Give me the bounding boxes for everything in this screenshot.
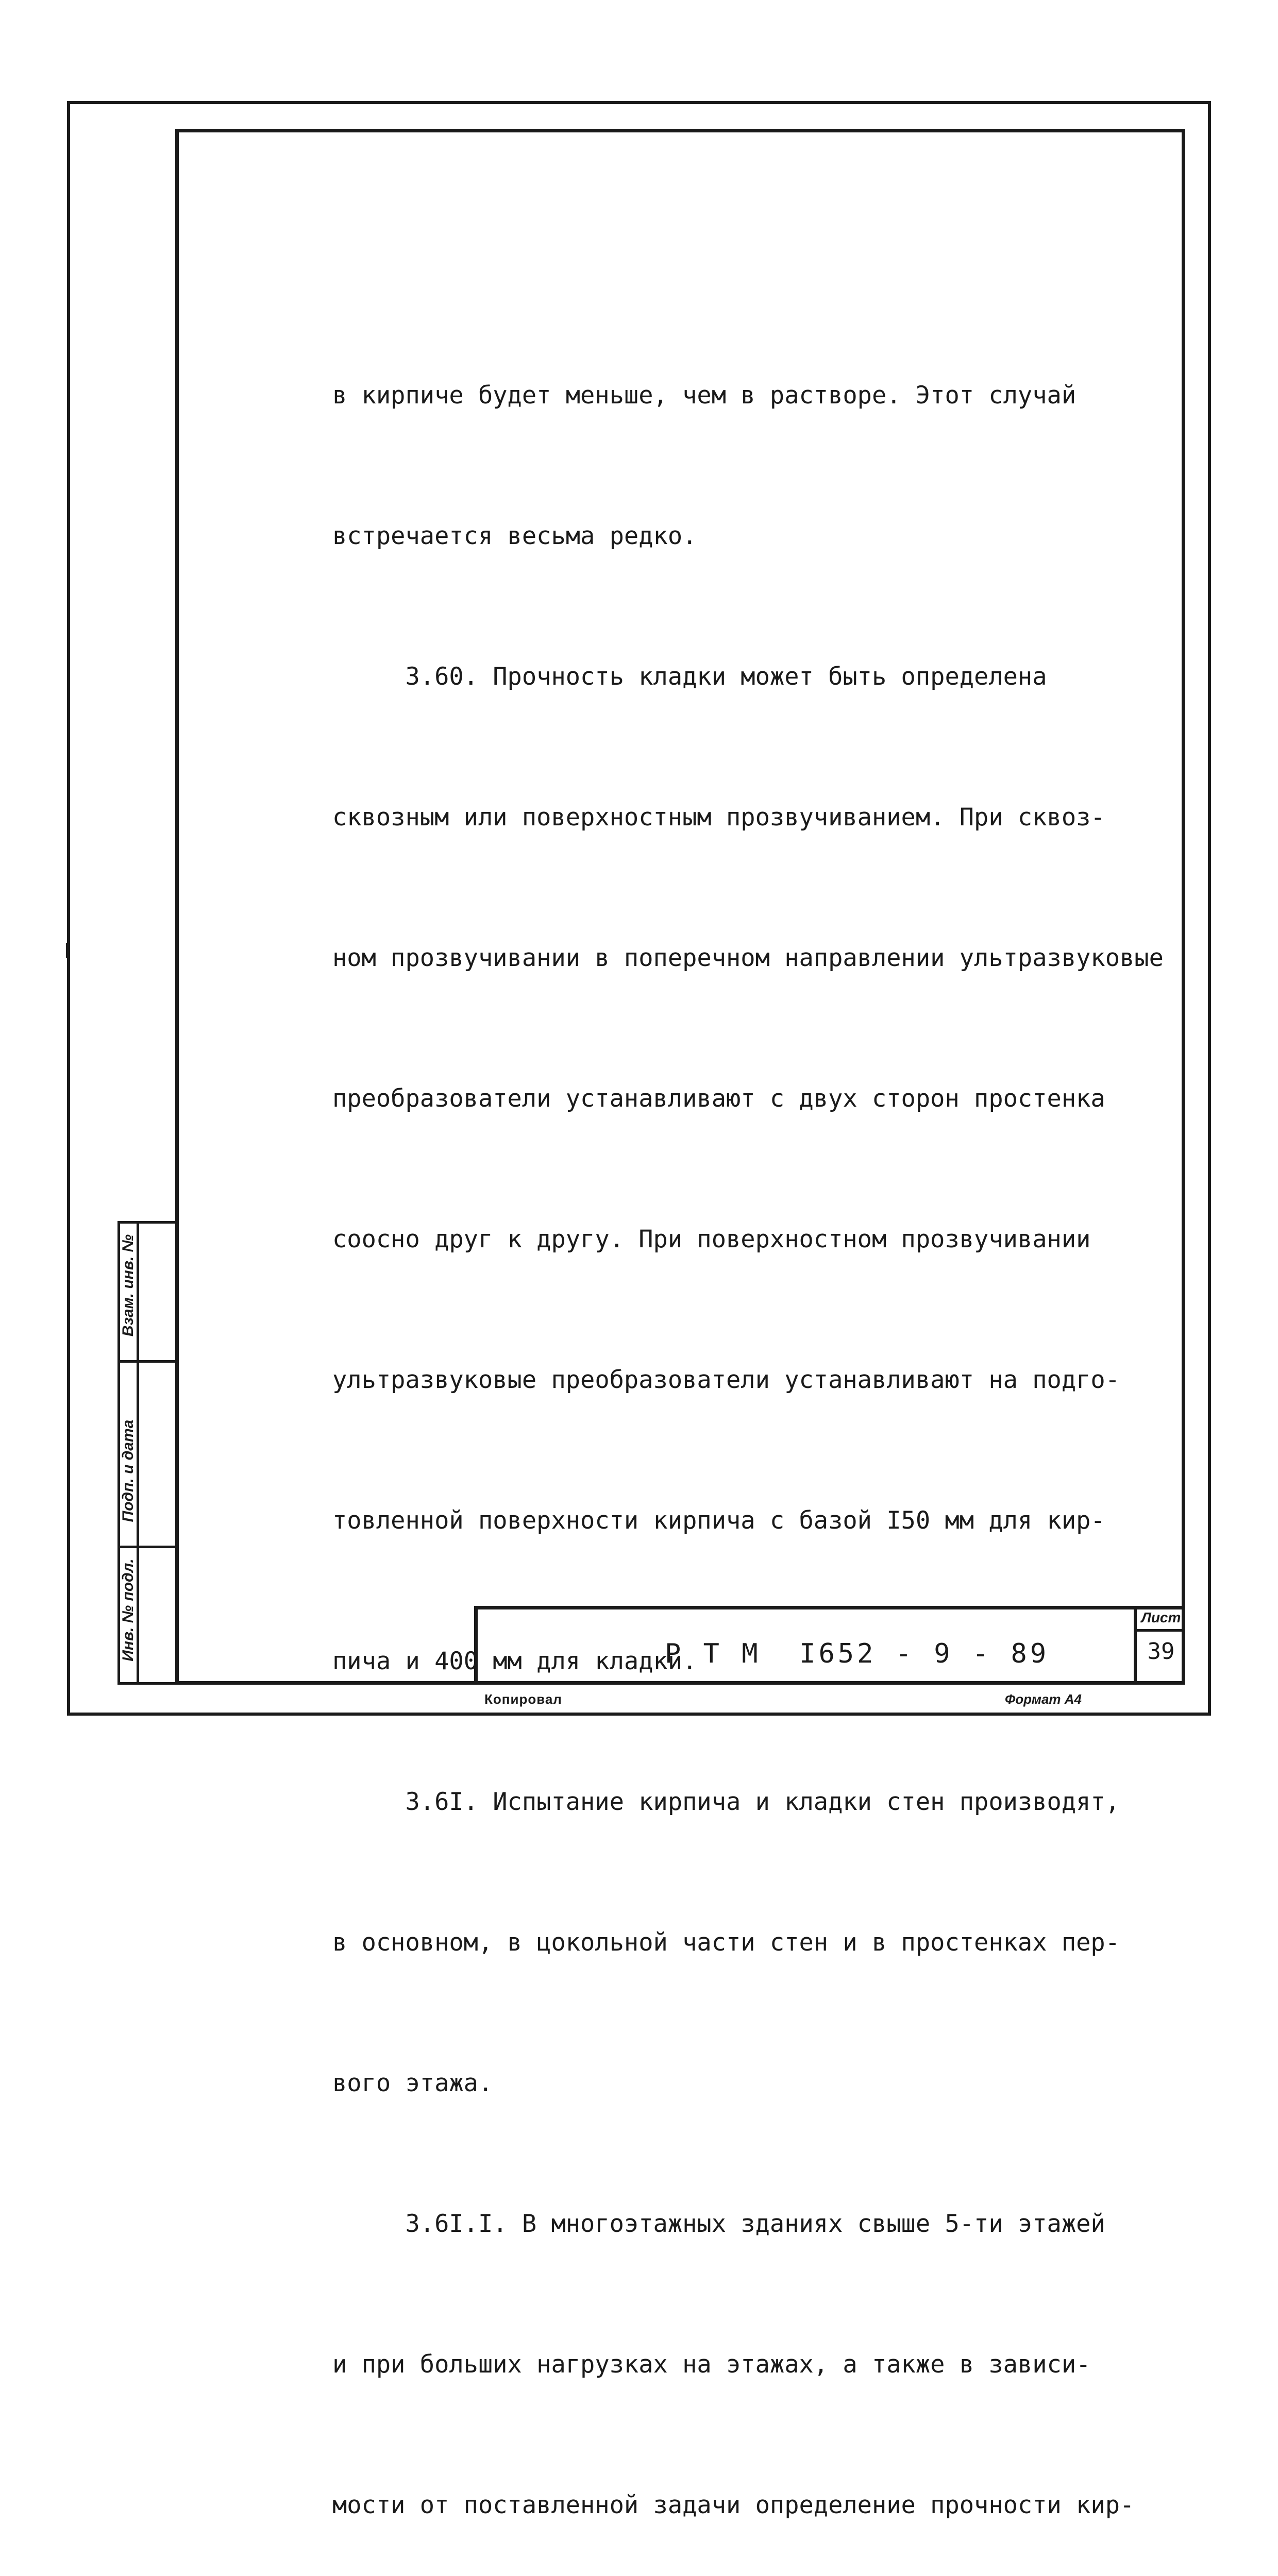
- text-line: сквозным или поверхностным прозвучиванием. При сквоз-: [332, 803, 1105, 832]
- text-line: и при больших нагрузках на этажах, а также в зависи-: [332, 2350, 1091, 2379]
- text-line: соосно друг к другу. При поверхностном прозвучивании: [332, 1225, 1091, 1253]
- text-line: в кирпиче будет меньше, чем в растворе. Этот случай: [332, 381, 1077, 410]
- text-line: 3.6I.I. В многоэтажных зданиях свыше 5-ти этажей: [332, 2210, 1105, 2238]
- footer-format-label: Формат А4: [1005, 1691, 1082, 1707]
- sheet-number: 39: [1147, 1638, 1175, 1665]
- text-line: 3.6I. Испытание кирпича и кладки стен производят,: [332, 1788, 1120, 1816]
- text-line: вого этажа.: [332, 2069, 493, 2097]
- text-line: пича и 400 мм для кладки.: [332, 1647, 697, 1675]
- text-line: 3.60. Прочность кладки может быть определена: [332, 663, 1047, 691]
- text-line: в основном, в цокольной части стен и в простенках пер-: [332, 1928, 1120, 1957]
- text-line: ультразвуковые преобразователи устанавливают на подго-: [332, 1366, 1120, 1394]
- text-line: мости от поставленной задачи определение прочности кир-: [332, 2491, 1135, 2519]
- text-line: товленной поверхности кирпича с базой I50 мм для кир-: [332, 1506, 1105, 1535]
- sheet-divider: [1134, 1629, 1185, 1632]
- text-line: преобразователи устанавливают с двух сторон простенка: [332, 1084, 1105, 1113]
- stamp-divider: [117, 1360, 178, 1363]
- stamp-podp-data-label: Подп. и дата: [120, 1419, 137, 1522]
- stamp-value-column: [139, 1221, 178, 1685]
- sheet-label: Лист: [1141, 1609, 1181, 1625]
- stamp-inv-podl-label: Инв. № подл.: [120, 1558, 137, 1662]
- text-line: ном прозвучивании в поперечном направлении ультразвуковые: [332, 944, 1164, 972]
- left-stamp-strip: [117, 1221, 178, 1685]
- footer-copied-label: Копировал: [484, 1691, 562, 1707]
- document-code: Р Т М I652 - 9 - 89: [665, 1638, 1050, 1669]
- body-text: [332, 278, 1167, 2576]
- margin-mark: [66, 943, 69, 958]
- text-line: встречается весьма редко.: [332, 522, 697, 550]
- stamp-vzam-inv-label: Взам. инв. №: [120, 1234, 137, 1337]
